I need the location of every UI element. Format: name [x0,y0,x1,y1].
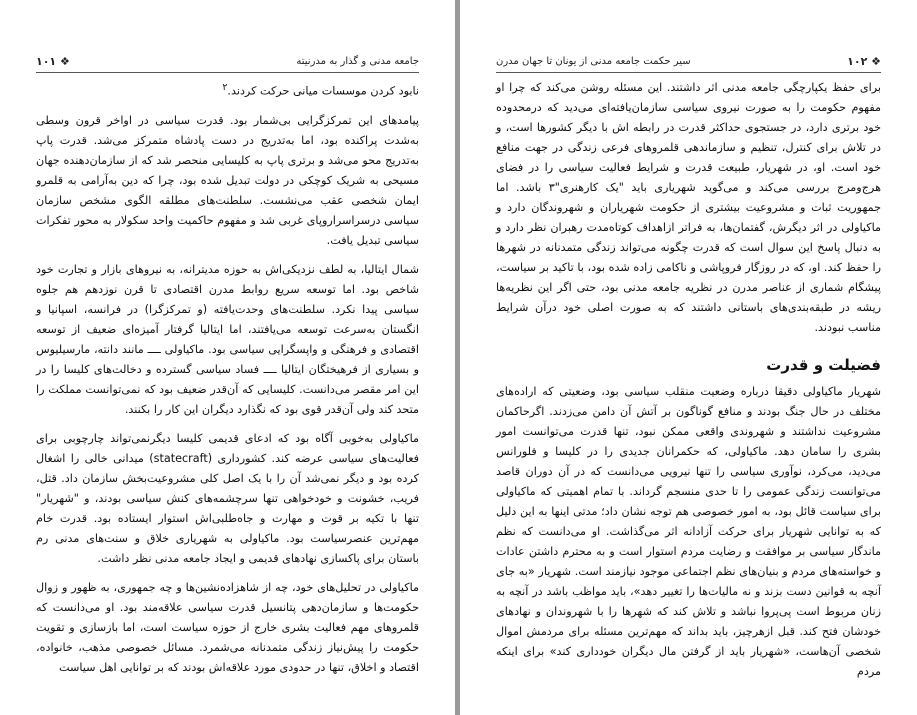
left-page-header [36,55,419,73]
footnote-ref: ۲ [222,82,228,93]
paragraph: شهریار ماکیاولی دقیقا درباره وضعیت منقلب سیاسی بود، وضعیتی که اراده‌های مختلف در حال جنگ بودند و منافع گوناگون بر آتش آن دامن می‌زدند. اگرحاکمان مشروعیت نداشتند و شهروندی واقعی ممکن نبود، تنها قدرت می‌توانست امور بشری را سامان دهد. ماکیاولی، که حکمرانان جدیدی را در کلیسا و فلورانس می‌دید، می‌کرد، نوآوری سیاسی را تنها نیرویی می‌دانست که در آن دوران قاصد می‌توانست زندگی عمومی را تا حدی منسجم گرداند. با تمام اهمیتی که ماکیاولی برای سیاست قائل بود، به امور خصوصی هم توجه نشان داد؛ مدتی اینها به این دلیل که به توانایی شهریار برای حرکت آزادانه اثر می‌گذاشت. او می‌دانست که نظم ماندگار سیاسی بر موافقت و رضایت مردم استوار است و به محترم داشتن عادات و خواسته‌های مردم و بنیان‌های نظم اجتماعی موجود نیازمند است. شهریار «به جای آنچه به قوانین دست بزند و نه مالیات‌ها را تغییر دهد»، باید مواظب باشد در آنچه به زنان مربوط است پی‌پروا نباشد و تلاش کند که شهرها را با شهروندان و نهادهای خودشان فتح کند. قبل ازهرچیز، باید بداند که مهم‌ترین مسئله برای مردمش اموال شخصی آن‌هاست، «شهریار باید از گرفتن مال دیگران خودداری کند» برای اینکه مردم [496,385,881,678]
left-page-number: ❖ ١٠١ [36,55,70,68]
section-heading: فضیلت و قدرت [766,356,881,374]
paragraph: پیامدهای این تمرکزگرایی بی‌شمار بود. قدرت سیاسی در اواخر قرون وسطی به‌شدت پراکنده بود، اما به‌تدریج در دست پادشاه متمرکز می‌شد. قدرت پاپ به‌تدریج محو می‌شد و برتری پاپ به کلیسایی منحصر شد که از سازمان‌دهنده جهان مسیحی به شریک کوچکی در دولت تبدیل شده بود، چرا که دین به‌آرامی به قلمرو ایمان شخصی عقب می‌نشست. سلطنت‌های مطلقه الگوی مشخص سازمان سیاسی درسراسراروپای غربی شد و مفهوم حاکمیت واحد سکولار به محور تفکرات سیاسی تبدیل یافت. [36,113,419,247]
paragraph: ماکیاولی به‌خوبی آگاه بود که ادعای قدیمی کلیسا دیگرنمی‌تواند چارچوبی برای فعالیت‌های سیاسی عرضه کند. کشورداری (statecraft) میدانی خالی را اشغال کرده بود و دیگر نمی‌شد آن را با یک اصل کلی مشروعیت‌بخش سازمان داد. قتل، فریب، خشونت و خودخواهی تنها سرچشمه‌های کنش سیاسی بودند، و "شهریار" تنها با تکیه بر قوت و مهارت و جاه‌طلبی‌اش استوار ایستاده بود. قدرت خام مهم‌ترین عنصرسیاست بود. ماکیاولی به شهریاری خلاق و سنت‌های مدنی رم باستان برای پاکسازی نهادهای قدیمی و ایجاد جامعه مدنی نظر داشت. [36,431,419,565]
right-page [460,0,917,715]
left-page-body [36,78,419,687]
right-running-title: سیر حکمت جامعه مدنی از یونان تا جهان مدرن [496,56,691,67]
header-rule [496,72,881,73]
right-page-number: ❖ ١٠٢ [847,55,881,68]
left-page [0,0,455,715]
right-page-body [496,78,881,691]
paragraph: شمال ایتالیا، به لطف نزدیکی‌اش به حوزه مدیترانه، به نیروهای بازار و تجارت خود شاخص بود. اما توسعه سریع روابط مدرن اقتصادی تا قرن نوزدهم هم جلوه سیاسی پیدا نکرد. سلطنت‌های وحدت‌یافته (و تمرکزگرا) در فرانسه، اسپانیا و انگستان به‌سرعت توسعه می‌یافتند، اما ایتالیا گرفتار آمیزه‌ای ضعیف از توسعه اقتصادی و فرهنگی و واپسگرایی سیاسی بود. ماکیاولی ــــ مانند دانته، مارسیلیوس و بسیاری از فرهیختگان ایتالیا ــــ فساد سیاسی گسترده و دخالت‌های کلیسا را در این امر مقصر می‌دانست. کلیسایی که آن‌قدر ضعیف بود که نمی‌توانست مملکت را متحد کند ولی آن‌قدر قوی بود که نگذارد دیگران این کار را بکنند. [36,262,419,416]
paragraph: برای حفظ یکپارچگی جامعه مدنی اثر داشتند. این مسئله روشن می‌کند که چرا او مفهوم حکومت را به صورت نیروی سیاسی سازمان‌یافته‌ای می‌دید که درمحدوده خود برتری دارد، در جستجوی حداکثر قدرت در رابطه اش با دیگر کشورها است، و در تلاش برای کنترل، تنظیم و سازماندهی قلمروهای فرعی زندگی در جهت منافع خود است. او، در شهریار، طبیعت قدرت و شرایط فعالیت سیاسی را در فضای هرج‌ومرج بررسی می‌کند و می‌گوید شهریاری باید "یک کارهنری"۳ باشد. اما جمهوریت ثبات و مشروعیت بیشتری از حکومت شهریاران و شهروندگان دارد و ماکیاولی در اثر دیگرش، گفتمان‌ها، به فراتر ازاهداف کوتاه‌مدت رهبران نظر دارد و به دنبال پاسخ این سوال است که قدرت چگونه می‌تواند زندگی متمدنانه در شهرها را حفظ کند. او، که در روزگار فروپاشی و ناکامی زاده شده بود، با تاکید بر سیاست، پیشگام شماری از عناصر مدرن در نظریه جامعه مدنی بود، حتی اگر این نظریه‌ها ریشه در طبقه‌بندی‌های باستانی داشتند که به صورت اصلی خود درآن شرایط مناسب نبودند. [496,81,881,334]
header-rule [36,72,419,73]
left-running-title: جامعه مدنی و گذار به مدرنیته [296,56,419,67]
paragraph: نابود کردن موسسات میانی حرکت کردند.$^۲$ [222,82,419,98]
paragraph: ماکیاولی در تحلیل‌های خود، چه از شاهزاده‌نشین‌ها و چه جمهوری، به ظهور و زوال حکومت‌ها و سازمان‌دهی پتانسیل قدرت سیاسی علاقه‌مند بود. او می‌دانست که قلمروهای مهم فعالیت بشری خارج از حوزه سیاست است، اما بازسازی و تقویت حکومت را پیش‌نیاز زندگی متمدنانه می‌شمرد. مسائل خصوصی مذهب، خانواده، اقتصاد و اخلاق، تنها در حدودی مورد علاقه‌اش بودند که بر توانایی اهل سیاست [36,580,419,674]
right-page-header [496,55,881,73]
